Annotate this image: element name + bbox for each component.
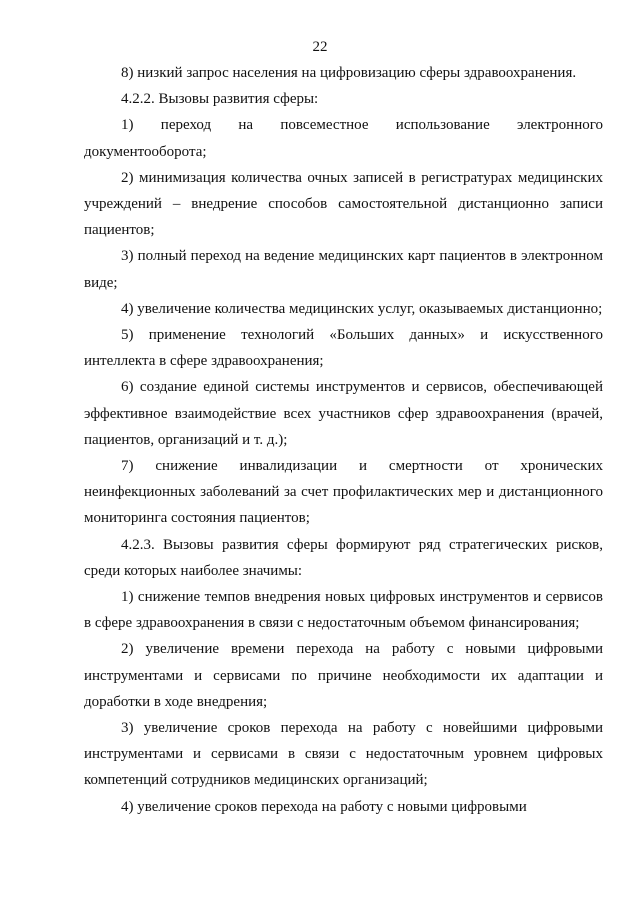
list-item-challenge-2: 2) минимизация количества очных записей в регистратурах медицинских учреждений – внедрение способов самостоятельной дистанционно записи пациентов; <box>84 169 603 239</box>
list-item-challenge-5: 5) применение технологий «Больших данных» и искусственного интеллекта в сфере здравоохранения; <box>84 327 603 370</box>
page-number: 22 <box>312 39 328 55</box>
document-body <box>84 60 603 820</box>
list-item-risk-1: 1) снижение темпов внедрения новых цифровых инструментов и сервисов в сфере здравоохранения в связи с недостаточным объемом финансирования; <box>84 589 603 632</box>
list-item-challenge-4: 4) увеличение количества медицинских услуг, оказываемых дистанционно; <box>121 300 603 317</box>
section-heading-4-2-2: 4.2.2. Вызовы развития сферы: <box>121 91 319 108</box>
section-paragraph-4-2-3: 4.2.3. Вызовы развития сферы формируют ряд стратегических рисков, среди которых наиболее значимы: <box>84 536 603 579</box>
list-item-challenge-6: 6) создание единой системы инструментов и сервисов, обеспечивающей эффективное взаимодействие всех участников сфер здравоохранения (врачей, пациентов, организаций и т. д.); <box>84 379 603 448</box>
list-item-challenge-7: 7) снижение инвалидизации и смертности от хронических неинфекционных заболеваний за счет профилактических мер и дистанционного мониторинга состояния пациентов; <box>84 458 603 527</box>
list-item-risk-3: 3) увеличение сроков перехода на работу с новейшими цифровыми инструментами и сервисами в связи с недостаточным уровнем цифровых компетенций сотрудников медицинских организаций; <box>84 720 603 789</box>
list-item-challenge-3: 3) полный переход на ведение медицинских карт пациентов в электронном виде; <box>84 248 603 291</box>
paragraph-low-demand: 8) низкий запрос населения на цифровизацию сферы здравоохранения. <box>121 65 577 81</box>
list-item-challenge-1: 1) переход на повсеместное использование электронного документооборота; <box>84 117 603 160</box>
list-item-risk-2: 2) увеличение времени перехода на работу с новыми цифровыми инструментами и сервисами по причине необходимости их адаптации и доработки в ходе внедрения; <box>84 641 603 710</box>
list-item-risk-4: 4) увеличение сроков перехода на работу с новыми цифровыми <box>121 798 527 815</box>
